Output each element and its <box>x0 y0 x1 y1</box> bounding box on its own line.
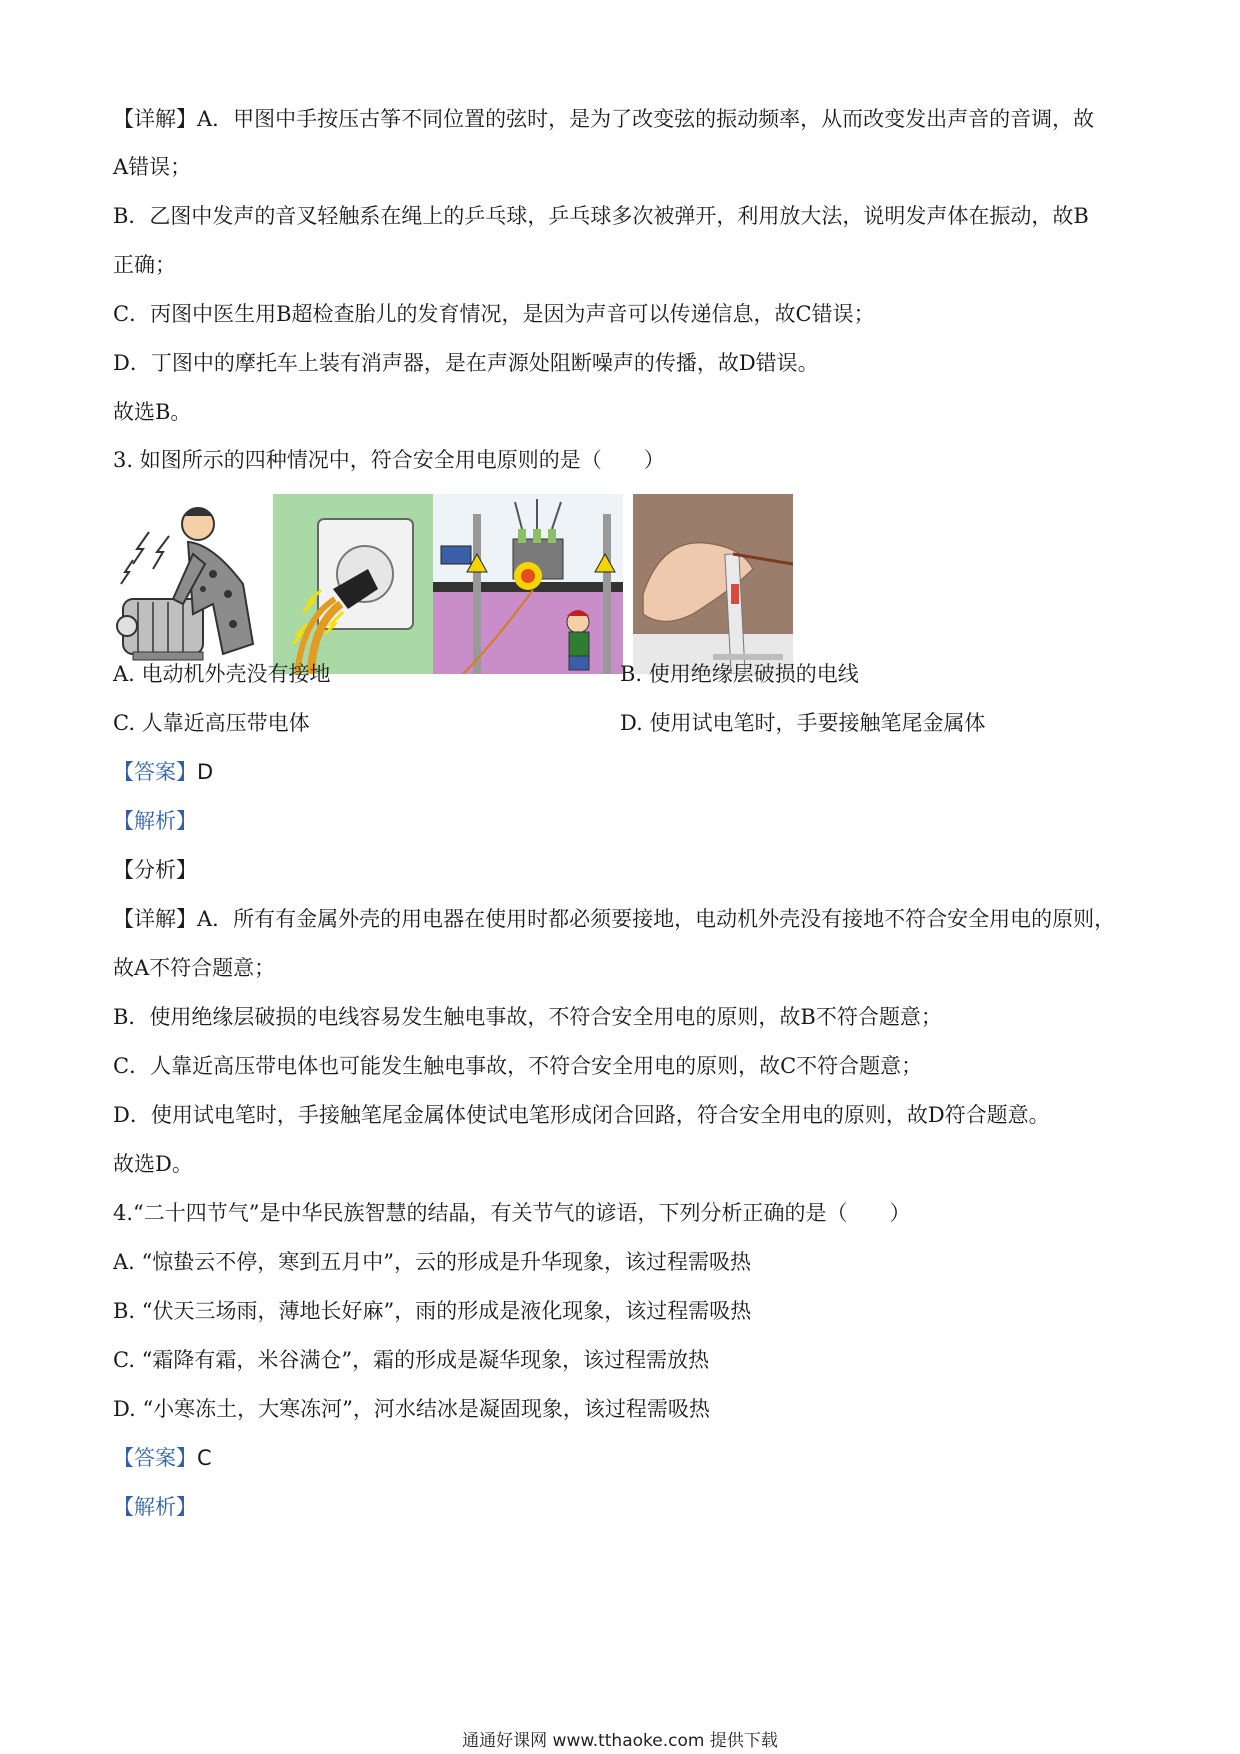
q2-detail-line-6: D．丁图中的摩托车上装有消声器，是在声源处阻断噪声的传播，故D错误。 <box>113 351 819 375</box>
q3-detail-line-3: B．使用绝缘层破损的电线容易发生触电事故，不符合安全用电的原则，故B不符合题意； <box>113 1005 942 1029</box>
q3-detail-line-4: C．人靠近高压带电体也可能发生触电事故，不符合安全用电的原则，故C不符合题意； <box>113 1054 923 1078</box>
q4-answer-label: 【答案】 <box>113 1446 197 1470</box>
man-touching-motor-icon <box>113 494 273 674</box>
q3-detail-line-2: 故A不符合题意； <box>113 956 276 980</box>
high-voltage-transformer-icon <box>433 494 623 674</box>
q3-answer-row <box>113 757 1133 787</box>
q4-option-d: D. “小寒冻土，大寒冻河”，河水结冰是凝固现象，该过程需吸热 <box>113 1397 710 1421</box>
q4-option-b: B. “伏天三场雨，薄地长好麻”，雨的形成是液化现象，该过程需吸热 <box>113 1299 752 1323</box>
damaged-plug-socket-icon <box>273 494 433 674</box>
q3-option-a: A. 电动机外壳没有接地 <box>113 662 331 686</box>
q4-option-a: A. “惊蛰云不停，寒到五月中”，云的形成是升华现象，该过程需吸热 <box>113 1250 751 1274</box>
q3-answer-label: 【答案】 <box>113 760 197 784</box>
q2-detail-line-3: B．乙图中发声的音叉轻触系在绳上的乒乓球，乒乓球多次被弹开，利用放大法，说明发声体在振动，故B <box>113 204 1089 228</box>
q4-answer-row <box>113 1443 1133 1473</box>
q4-option-c: C. “霜降有霜，米谷满仓”，霜的形成是凝华现象，该过程需放热 <box>113 1348 710 1372</box>
page-footer: 通通好课网 www.tthaoke.com 提供下载 <box>462 1731 778 1751</box>
q2-detail-line-2: A错误； <box>113 155 192 179</box>
q3-detail-line-6: 故选D。 <box>113 1152 193 1176</box>
q3-figures <box>113 494 803 674</box>
q4-stem: 4.“二十四节气”是中华民族智慧的结晶，有关节气的谚语，下列分析正确的是（ ） <box>113 1201 911 1225</box>
q3-analysis-label: 【解析】 <box>113 809 197 833</box>
q4-analysis-label: 【解析】 <box>113 1495 197 1519</box>
q3-option-d: D. 使用试电笔时，手要接触笔尾金属体 <box>620 711 986 735</box>
q3-option-b: B. 使用绝缘层破损的电线 <box>620 662 859 686</box>
q3-option-c: C. 人靠近高压带电体 <box>113 711 310 735</box>
q3-detail-line-1: 【详解】A．所有有金属外壳的用电器在使用时都必须要接地，电动机外壳没有接地不符合安全用电的原则， <box>113 907 1116 931</box>
q2-detail-line-4: 正确； <box>113 253 176 277</box>
q4-answer-value: C <box>197 1446 212 1470</box>
q2-detail-line-7: 故选B。 <box>113 400 192 424</box>
q2-detail-line-1: 【详解】A．甲图中手按压古筝不同位置的弦时，是为了改变弦的振动频率，从而改变发出声音的音调，故 <box>113 107 1095 131</box>
q3-detail-line-5: D．使用试电笔时，手接触笔尾金属体使试电笔形成闭合回路，符合安全用电的原则，故D符合题意。 <box>113 1103 1050 1127</box>
test-pen-hand-icon <box>633 494 793 674</box>
q3-stem: 3. 如图所示的四种情况中，符合安全用电原则的是（ ） <box>113 448 665 472</box>
q3-answer-value: D <box>197 760 214 784</box>
q2-detail-line-5: C．丙图中医生用B超检查胎儿的发育情况，是因为声音可以传递信息，故C错误； <box>113 302 875 326</box>
q3-fenxi-label: 【分析】 <box>113 858 197 882</box>
